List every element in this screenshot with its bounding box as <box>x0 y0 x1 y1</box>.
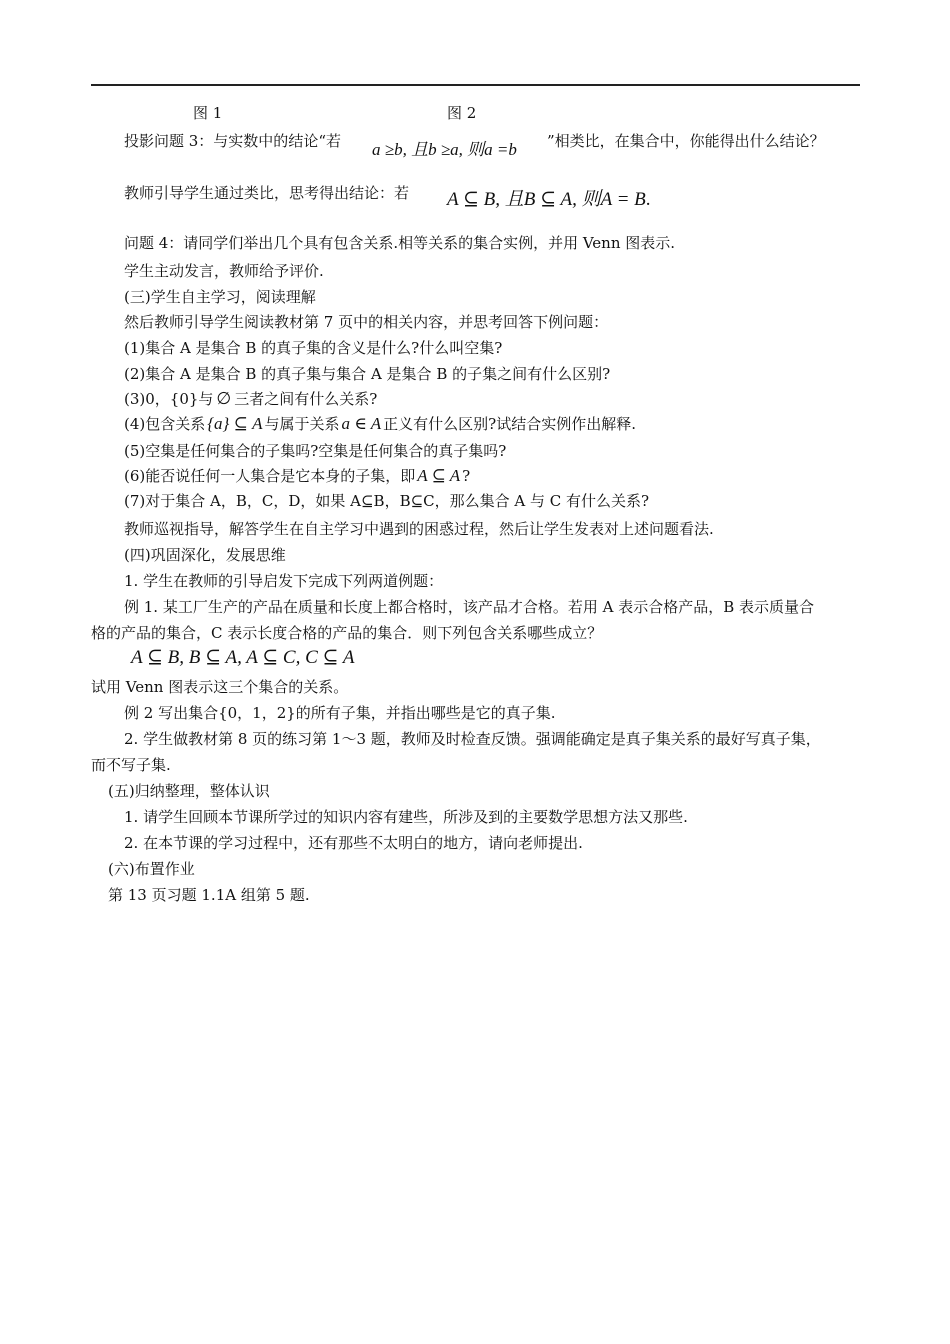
item-6-math: A ⊆ A <box>417 466 461 485</box>
item-6 <box>124 466 470 486</box>
teacher-guide-math-expr: A ⊆ B, 且B ⊆ A, 则A = B <box>447 189 646 210</box>
figure-2-label: 图 2 <box>447 104 477 122</box>
example-1-line-a: 例 1. 某工厂生产的产品在质量和长度上都合格时，该产品才合格。若用 A 表示合格产品，B 表示质量合 <box>124 598 815 616</box>
item-3 <box>124 389 377 409</box>
review-1: 1. 请学生回顾本节课所学过的知识内容有建些，所涉及到的主要数学思想方法又那些. <box>124 808 688 826</box>
item-1: (1)集合 A 是集合 B 的真子集的含义是什么?什么叫空集? <box>124 339 503 357</box>
question-3-text-b: ”相类比，在集合中，你能得出什么结论？ <box>547 132 825 150</box>
teacher-patrol: 教师巡视指导，解答学生在自主学习中遇到的困惑过程，然后让学生发表对上述问题看法. <box>124 520 714 538</box>
teacher-guide-math <box>447 190 651 210</box>
review-2: 2. 在本节课的学习过程中，还有那些不太明白的地方，请向老师提出. <box>124 834 583 852</box>
question-3-math: a ≥b, 且b ≥a, 则a =b <box>372 140 517 159</box>
section-5-heading: (五)归纳整理，整体认识 <box>108 782 270 800</box>
item-7: (7)对于集合 A，B，C，D，如果 A⊆B，B⊆C，那么集合 A 与 C 有什么关系? <box>124 492 650 510</box>
header-rule <box>91 84 860 86</box>
item-4-text-a: (4)包含关系 <box>124 415 206 433</box>
practice-2-line-b: 而不写子集. <box>91 756 171 774</box>
teacher-guide-text: 教师引导学生通过类比，思考得出结论：若 <box>124 184 410 202</box>
item-4-text-c: 正义有什么区别?试结合实例作出解释. <box>383 415 636 433</box>
section-4-heading: (四)巩固深化，发展思维 <box>124 546 286 564</box>
student-speak: 学生主动发言，教师给予评价. <box>124 262 324 280</box>
item-3-text-b: 三者之间有什么关系? <box>234 390 378 408</box>
item-3-text-a: (3)0，{0}与 <box>124 390 214 408</box>
item-4 <box>124 414 636 434</box>
figure-1-label: 图 1 <box>193 104 223 122</box>
question-3 <box>124 131 341 151</box>
section-6-heading: (六)布置作业 <box>108 860 195 878</box>
practice-1: 1. 学生在教师的引导启发下完成下列两道例题： <box>124 572 444 590</box>
item-4-math-2: a ∈ A <box>341 414 382 433</box>
example-1-line-b: 格的产品的集合，C 表示长度合格的产品的集合．则下列包含关系哪些成立？ <box>91 624 603 642</box>
question-4: 问题 4：请同学们举出几个具有包含关系.相等关系的集合实例，并用 Venn 图表示. <box>124 234 676 252</box>
practice-2-line-a: 2. 学生做教材第 8 页的练习第 1～3 题，教师及时检查反馈。强调能确定是真子集关系的最好写真子集， <box>124 730 821 748</box>
item-6-text-a: (6)能否说任何一人集合是它本身的子集，即 <box>124 467 416 485</box>
item-2: (2)集合 A 是集合 B 的真子集与集合 A 是集合 B 的子集之间有什么区别? <box>124 365 611 383</box>
item-5: (5)空集是任何集合的子集吗?空集是任何集合的真子集吗? <box>124 442 507 460</box>
item-6-text-b: ? <box>462 467 471 485</box>
item-4-math-1: {a} ⊆ A <box>207 414 263 433</box>
question-3-text-a: 投影问题 3：与实数中的结论“若 <box>124 132 341 150</box>
reading-instruction: 然后教师引导学生阅读教材第 7 页中的相关内容，并思考回答下例问题： <box>124 313 609 331</box>
section-3-heading: (三)学生自主学习，阅读理解 <box>124 288 316 306</box>
homework: 第 13 页习题 1.1A 组第 5 题. <box>108 886 310 904</box>
example-2: 例 2 写出集合{0，1，2}的所有子集，并指出哪些是它的真子集. <box>124 704 556 722</box>
example-1-math: A ⊆ B, B ⊆ A, A ⊆ C, C ⊆ A <box>131 647 355 668</box>
venn-instruction: 试用 Venn 图表示这三个集合的关系。 <box>91 678 349 696</box>
empty-set-symbol: ∅ <box>216 389 232 408</box>
item-4-text-b: 与属于关系 <box>264 415 340 433</box>
teacher-guide-math-dot: . <box>645 189 651 210</box>
